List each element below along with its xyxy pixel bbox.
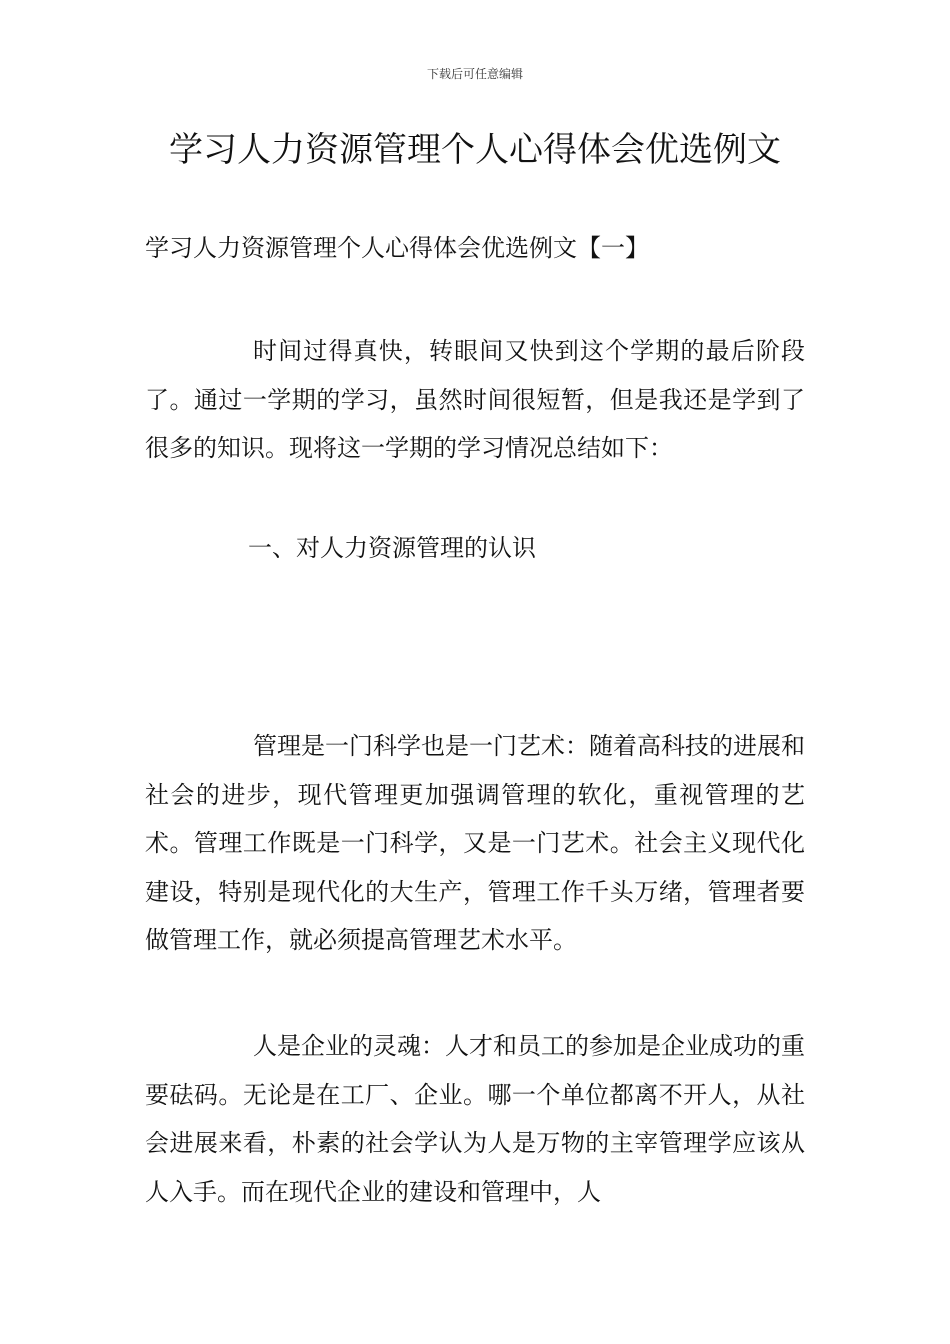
paragraph-management: 管理是一门科学也是一门艺术：随着高科技的进展和社会的进步，现代管理更加强调管理的软化，重视管理的艺术。管理工作既是一门科学，又是一门艺术。社会主义现代化建设，特别是现代化的大生产，管理工作千头万绪，管理者要做管理工作，就必须提高管理艺术水平。: [145, 732, 805, 954]
header-note: 下载后可任意编辑: [426, 67, 523, 81]
paragraph-intro: 时间过得真快，转眼间又快到这个学期的最后阶段了。通过一学期的学习，虽然时间很短暂，但是我还是学到了很多的知识。现将这一学期的学习情况总结如下：: [145, 337, 805, 462]
paragraph-people: 人是企业的灵魂：人才和员工的参加是企业成功的重要砝码。无论是在工厂、企业。哪一个单位都离不开人，从社会进展来看，朴素的社会学认为人是万物的主宰管理学应该从人入手。而在现代企业的建设和管理中，人: [145, 1032, 805, 1206]
document-title: 学习人力资源管理个人心得体会优选例文: [169, 130, 781, 170]
section-title: 学习人力资源管理个人心得体会优选例文【一】: [145, 234, 649, 262]
subheading-1: 一、对人力资源管理的认识: [248, 534, 536, 562]
